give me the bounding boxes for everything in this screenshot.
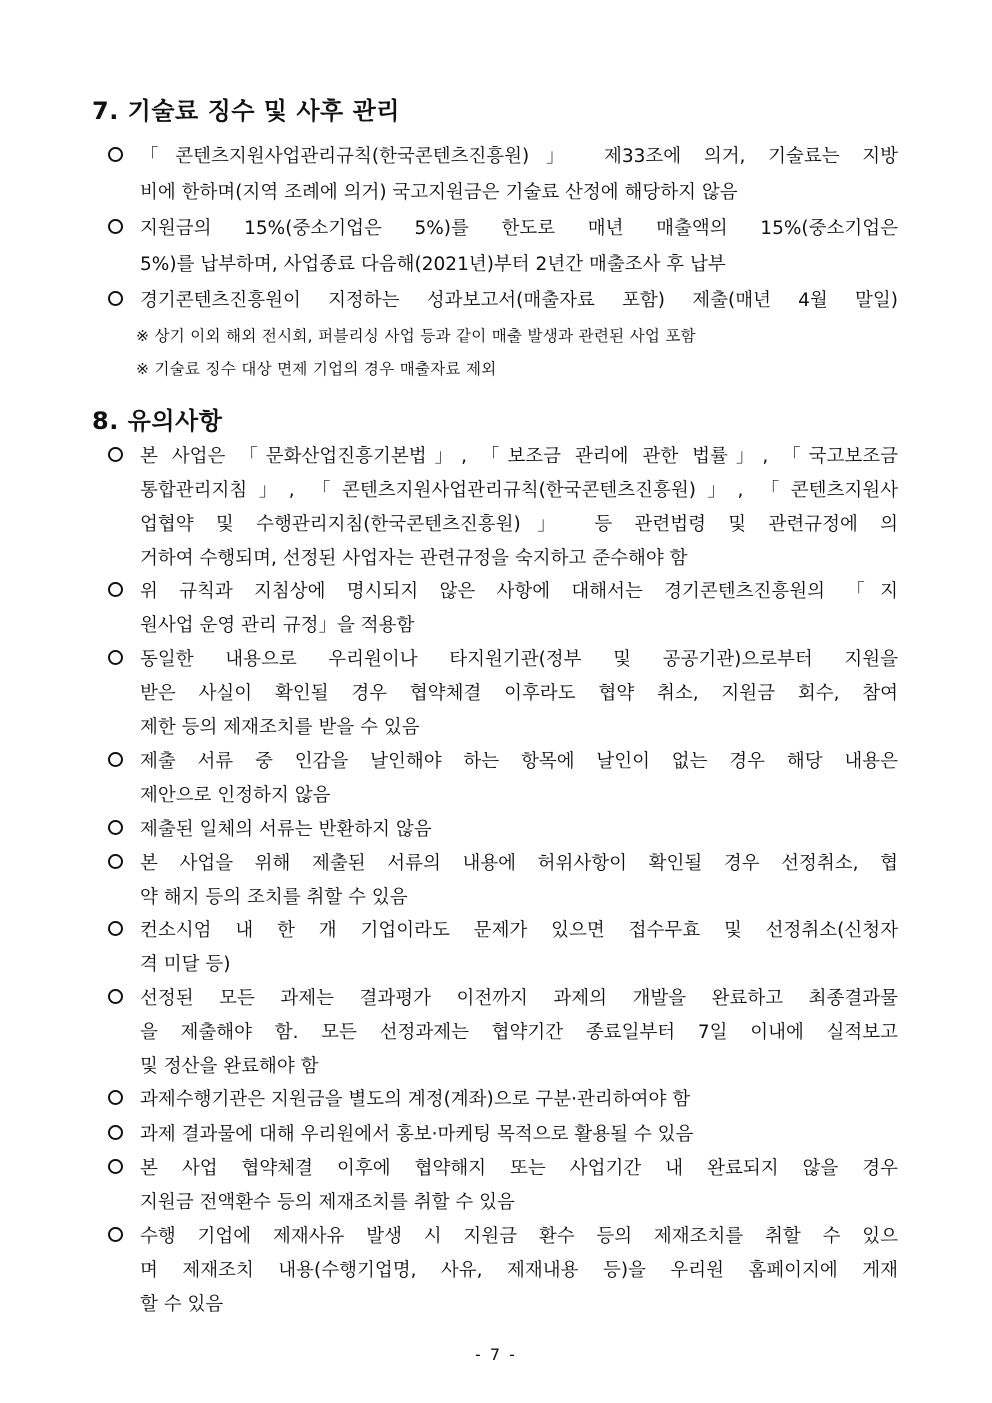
item-line: 원사업 운영 관리 규정」을 적용함 [140, 615, 415, 636]
circle-bullet-icon [108, 650, 123, 665]
item-line: 며 제재조치 내용(수행기업명, 사유, 제재내용 등)을 우리원 홈페이지에 게재 [140, 1260, 898, 1281]
item-line: 과제수행기관은 지원금을 별도의 계정(계좌)으로 구분·관리하여야 함 [140, 1089, 691, 1110]
section-7-note: ※ 상기 이외 해외 전시회, 퍼블리싱 사업 등과 같이 매출 발생과 관련된 사업 포함 [136, 327, 696, 345]
circle-bullet-icon [108, 147, 123, 162]
section-7-heading: 7. 기술료 징수 및 사후 관리 [92, 97, 400, 125]
circle-bullet-icon [108, 582, 123, 597]
section-7-note: ※ 기술료 징수 대상 면제 기업의 경우 매출자료 제외 [136, 360, 497, 378]
circle-bullet-icon [108, 921, 123, 936]
item-line: 통합관리지침」, 「콘텐츠지원사업관리규칙(한국콘텐츠진흥원)」, 「콘텐츠지원사 [140, 480, 898, 501]
item-line: 업협약 및 수행관리지침(한국콘텐츠진흥원)」 등 관련법령 및 관련규정에 의 [140, 514, 898, 535]
item-line: 경기콘텐츠진흥원이 지정하는 성과보고서(매출자료 포함) 제출(매년 4월 말일) [140, 290, 898, 311]
item-line: 컨소시엄 내 한 개 기업이라도 문제가 있으면 접수무효 및 선정취소(신청자 [140, 920, 898, 941]
item-line: 격 미달 등) [140, 954, 231, 975]
circle-bullet-icon [108, 447, 123, 462]
circle-bullet-icon [108, 854, 123, 869]
item-line: 동일한 내용으로 우리원이나 타지원기관(정부 및 공공기관)으로부터 지원을 [140, 649, 898, 670]
item-line: 지원금의 15%(중소기업은 5%)를 한도로 매년 매출액의 15%(중소기업은 [140, 218, 898, 239]
item-line: 「콘텐츠지원사업관리규칙(한국콘텐츠진흥원)」 제33조에 의거, 기술료는 지방 [140, 146, 898, 167]
section-8-heading: 8. 유의사항 [92, 407, 223, 435]
item-line: 제한 등의 제재조치를 받을 수 있음 [140, 717, 420, 738]
circle-bullet-icon [108, 1090, 123, 1105]
item-line: 제출 서류 중 인감을 날인해야 하는 항목에 날인이 없는 경우 해당 내용은 [140, 751, 898, 772]
item-line: 과제 결과물에 대해 우리원에서 홍보·마케팅 목적으로 활용될 수 있음 [140, 1124, 694, 1145]
item-line: 본 사업 협약체결 이후에 협약해지 또는 사업기간 내 완료되지 않을 경우 [140, 1158, 898, 1179]
item-line: 본 사업을 위해 제출된 서류의 내용에 허위사항이 확인될 경우 선정취소, 협 [140, 853, 898, 874]
page-number: - 7 - [475, 1345, 517, 1364]
item-line: 및 정산을 완료해야 함 [140, 1056, 319, 1077]
circle-bullet-icon [108, 989, 123, 1004]
circle-bullet-icon [108, 219, 123, 234]
item-line: 선정된 모든 과제는 결과평가 이전까지 과제의 개발을 완료하고 최종결과물 [140, 988, 898, 1009]
circle-bullet-icon [108, 1159, 123, 1174]
item-line: 위 규칙과 지침상에 명시되지 않은 사항에 대해서는 경기콘텐츠진흥원의 「지 [140, 581, 898, 602]
item-line: 수행 기업에 제재사유 발생 시 지원금 환수 등의 제재조치를 취할 수 있으 [140, 1226, 898, 1247]
circle-bullet-icon [108, 1125, 123, 1140]
circle-bullet-icon [108, 752, 123, 767]
item-line: 제안으로 인정하지 않음 [140, 785, 331, 806]
item-line: 본 사업은 「문화산업진흥기본법」, 「보조금 관리에 관한 법률」, 「국고보조금 [140, 446, 898, 467]
item-line: 거하여 수행되며, 선정된 사업자는 관련규정을 숙지하고 준수해야 함 [140, 548, 688, 569]
item-line: 5%)를 납부하며, 사업종료 다음해(2021년)부터 2년간 매출조사 후 납부 [140, 254, 726, 275]
circle-bullet-icon [108, 291, 123, 306]
item-line: 제출된 일체의 서류는 반환하지 않음 [140, 819, 432, 840]
circle-bullet-icon [108, 1227, 123, 1242]
item-line: 받은 사실이 확인될 경우 협약체결 이후라도 협약 취소, 지원금 회수, 참여 [140, 683, 898, 704]
item-line: 지원금 전액환수 등의 제재조치를 취할 수 있음 [140, 1192, 515, 1213]
item-line: 할 수 있음 [140, 1294, 224, 1315]
item-line: 비에 한하며(지역 조례에 의거) 국고지원금은 기술료 산정에 해당하지 않음 [140, 182, 738, 203]
item-line: 약 해지 등의 조치를 취할 수 있음 [140, 887, 408, 908]
circle-bullet-icon [108, 820, 123, 835]
item-line: 을 제출해야 함. 모든 선정과제는 협약기간 종료일부터 7일 이내에 실적보고 [140, 1022, 898, 1043]
